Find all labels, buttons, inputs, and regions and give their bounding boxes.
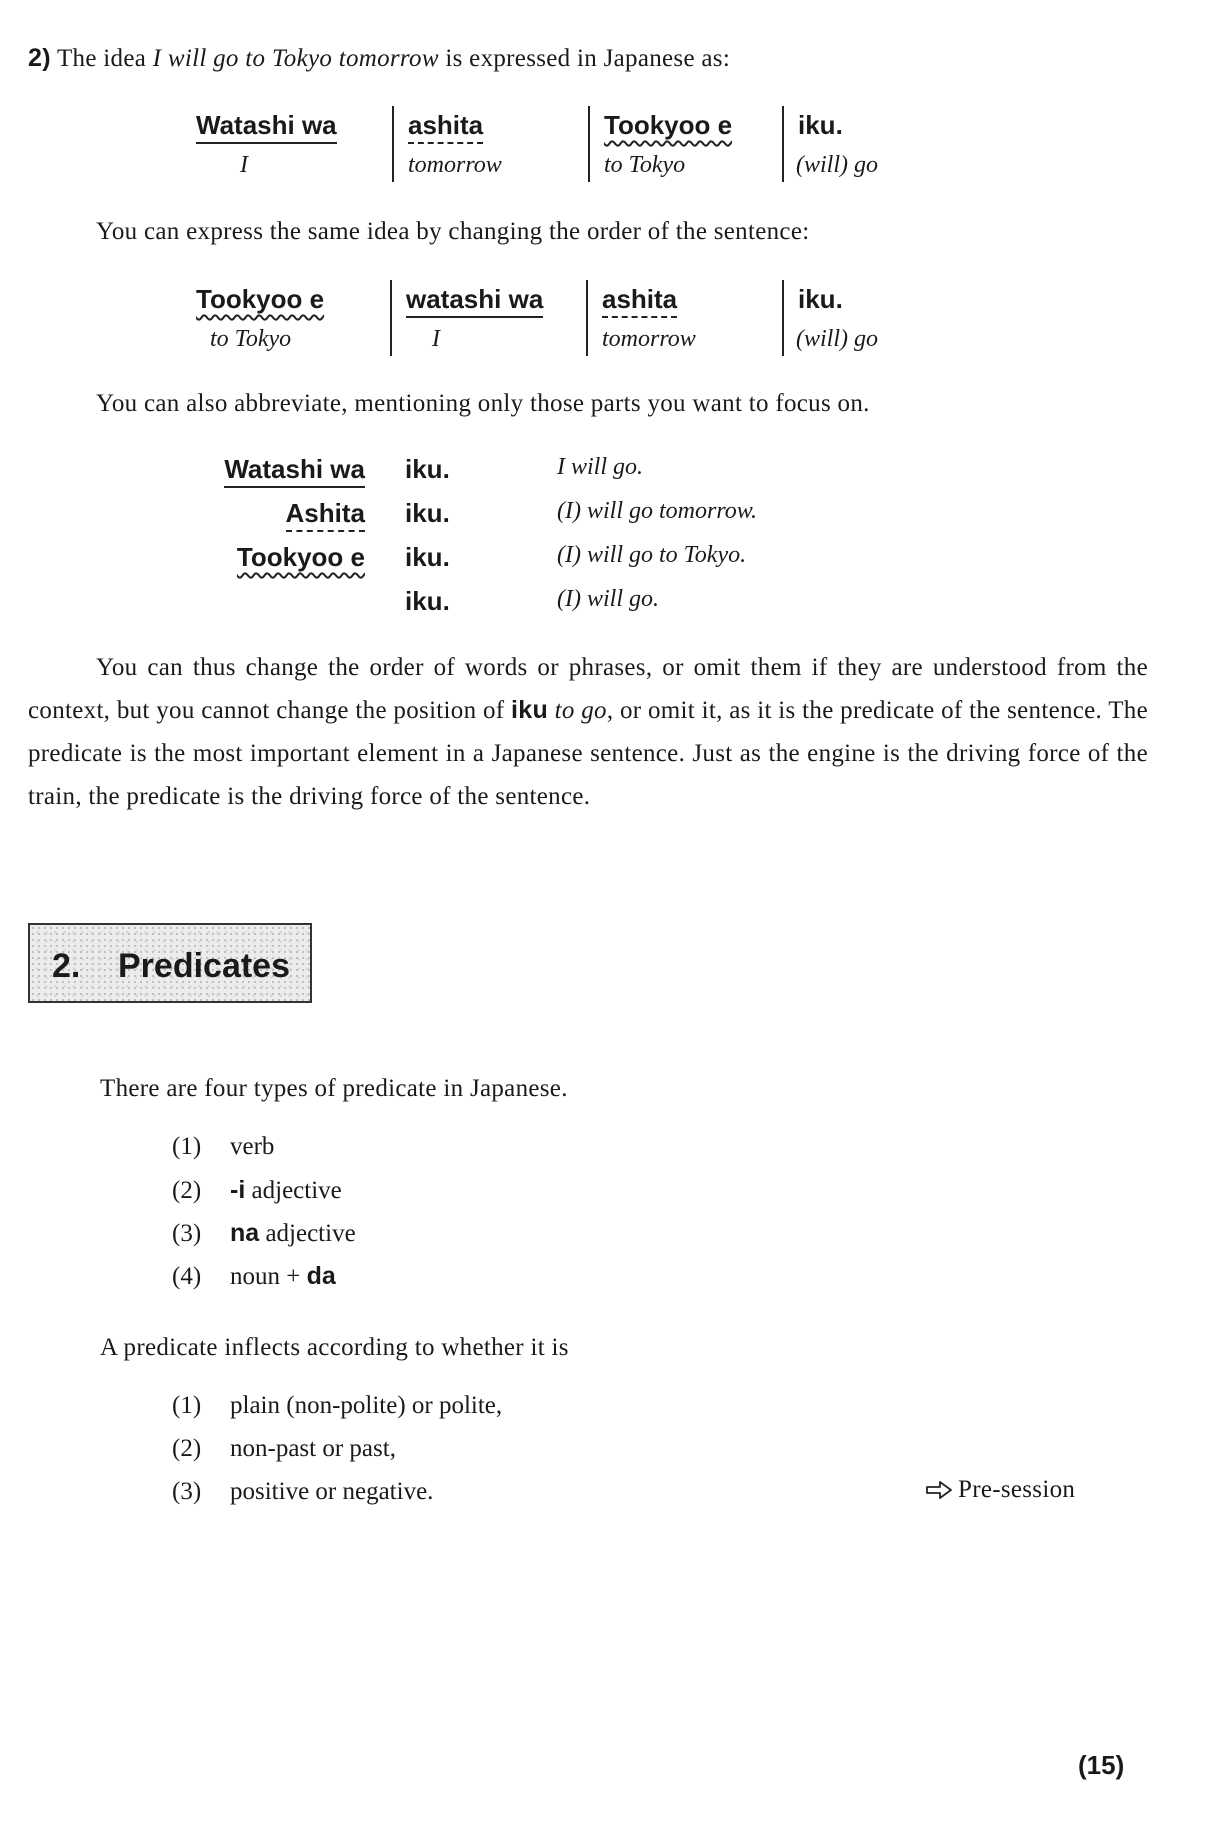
section-number: 2. bbox=[52, 947, 81, 985]
gloss-meaning: (will) go bbox=[796, 152, 878, 178]
list-item-text: adjective bbox=[245, 1177, 342, 1204]
paragraph-reorder: You can express the same idea by changing the order of the sentence: bbox=[96, 218, 810, 245]
section-heading-box bbox=[28, 923, 312, 1003]
abbreviation-word: Tookyoo e bbox=[236, 542, 365, 572]
paragraph-inflects: A predicate inflects according to whether it is bbox=[100, 1334, 569, 1361]
gloss-meaning: tomorrow bbox=[602, 326, 696, 352]
list-item-text: verb bbox=[230, 1133, 275, 1160]
gloss-table-2 bbox=[196, 280, 936, 360]
abbreviation-verb: iku. bbox=[405, 542, 450, 572]
gloss-word: ashita bbox=[602, 284, 677, 318]
gloss-word: iku. bbox=[798, 284, 843, 314]
gloss-meaning: I bbox=[432, 326, 440, 352]
abbreviation-verb: iku. bbox=[405, 454, 450, 484]
gloss-meaning: (will) go bbox=[796, 326, 878, 352]
list-item-bold: da bbox=[306, 1262, 336, 1290]
abbreviation-meaning: I will go. bbox=[557, 454, 644, 480]
intro-text-before: The idea bbox=[56, 45, 153, 72]
hollow-right-arrow-icon bbox=[926, 1481, 952, 1499]
list-item-number: (3) bbox=[172, 1478, 202, 1505]
list-item-bold: -i bbox=[230, 1176, 246, 1204]
gloss-cell bbox=[588, 106, 780, 182]
abbreviation-row bbox=[0, 454, 1230, 494]
gloss-word: Tookyoo e bbox=[604, 110, 733, 140]
paragraph-predicate-explanation bbox=[28, 646, 1148, 818]
gloss-cell bbox=[390, 280, 582, 356]
list-item-number: (3) bbox=[172, 1220, 202, 1247]
list-item-number: (4) bbox=[172, 1263, 202, 1290]
list-item-bold: na bbox=[230, 1219, 260, 1247]
abbreviation-meaning: (I) will go to Tokyo. bbox=[557, 542, 747, 568]
list-item bbox=[172, 1219, 356, 1248]
abbreviation-meaning: (I) will go. bbox=[557, 586, 659, 612]
gloss-meaning: to Tokyo bbox=[210, 326, 292, 352]
abbreviation-list bbox=[0, 454, 1230, 624]
abbreviation-row bbox=[0, 498, 1230, 538]
list-item-number: (2) bbox=[172, 1435, 202, 1462]
list-item-text: non-past or past, bbox=[230, 1435, 396, 1462]
abbreviation-row bbox=[0, 586, 1230, 626]
gloss-cell bbox=[392, 106, 584, 182]
page-number: (15) bbox=[1078, 1750, 1125, 1780]
list-item bbox=[172, 1262, 336, 1291]
abbreviation-meaning: (I) will go tomorrow. bbox=[557, 498, 758, 524]
paragraph-text-1: You can thus change the order of words or phrases, or omit them if they are understood from the context, but you cannot change the position of bbox=[28, 654, 1148, 724]
item-number: 2) bbox=[28, 44, 51, 72]
list-item-text: positive or negative. bbox=[230, 1478, 434, 1505]
gloss-cell bbox=[196, 106, 386, 182]
gloss-meaning: I bbox=[240, 152, 248, 178]
gloss-meaning: to Tokyo bbox=[604, 152, 686, 178]
gloss-cell bbox=[196, 280, 386, 356]
list-item-number: (1) bbox=[172, 1133, 202, 1160]
list-item bbox=[172, 1133, 274, 1161]
gloss-word: iku. bbox=[798, 110, 843, 140]
paragraph-types: There are four types of predicate in Japanese. bbox=[100, 1075, 568, 1102]
gloss-meaning: tomorrow bbox=[408, 152, 502, 178]
list-item-text: adjective bbox=[259, 1220, 356, 1247]
abbreviation-word: Watashi wa bbox=[224, 454, 365, 488]
paragraph-text-2: , or omit it, as it is the predicate of the sentence. The predicate is the most important element in a Japanese sentence. Just as the engine is the driving force of the train, the predicate is the driving force of the sentence. bbox=[28, 697, 1148, 810]
gloss-cell bbox=[782, 280, 934, 356]
list-item bbox=[172, 1176, 342, 1205]
keyword-to-go: to go bbox=[548, 697, 607, 724]
list-item bbox=[172, 1478, 433, 1506]
gloss-word: ashita bbox=[408, 110, 483, 144]
list-item bbox=[172, 1392, 502, 1420]
list-item-number: (2) bbox=[172, 1177, 202, 1204]
abbreviation-word: Ashita bbox=[286, 498, 365, 532]
intro-text-after: is expressed in Japanese as: bbox=[438, 45, 731, 72]
gloss-cell bbox=[782, 106, 934, 182]
abbreviation-verb: iku. bbox=[405, 586, 450, 616]
gloss-word: Watashi wa bbox=[196, 110, 337, 144]
cross-reference bbox=[926, 1476, 1075, 1504]
list-item bbox=[172, 1435, 396, 1463]
section-title: Predicates bbox=[118, 947, 290, 985]
keyword-iku: iku bbox=[511, 696, 549, 724]
cross-reference-text: Pre-session bbox=[958, 1476, 1076, 1503]
abbreviation-row bbox=[0, 542, 1230, 582]
gloss-cell bbox=[586, 280, 778, 356]
list-item-text: plain (non-polite) or polite, bbox=[230, 1392, 503, 1419]
paragraph-abbreviate: You can also abbreviate, mentioning only those parts you want to focus on. bbox=[96, 390, 870, 417]
gloss-word: watashi wa bbox=[406, 284, 543, 318]
gloss-table-1 bbox=[196, 106, 936, 186]
list-item-number: (1) bbox=[172, 1392, 202, 1419]
item-2-intro bbox=[28, 44, 730, 73]
abbreviation-verb: iku. bbox=[405, 498, 450, 528]
gloss-word: Tookyoo e bbox=[196, 284, 325, 314]
list-item-text: noun + bbox=[230, 1263, 307, 1290]
intro-text-italic: I will go to Tokyo tomorrow bbox=[152, 45, 439, 72]
